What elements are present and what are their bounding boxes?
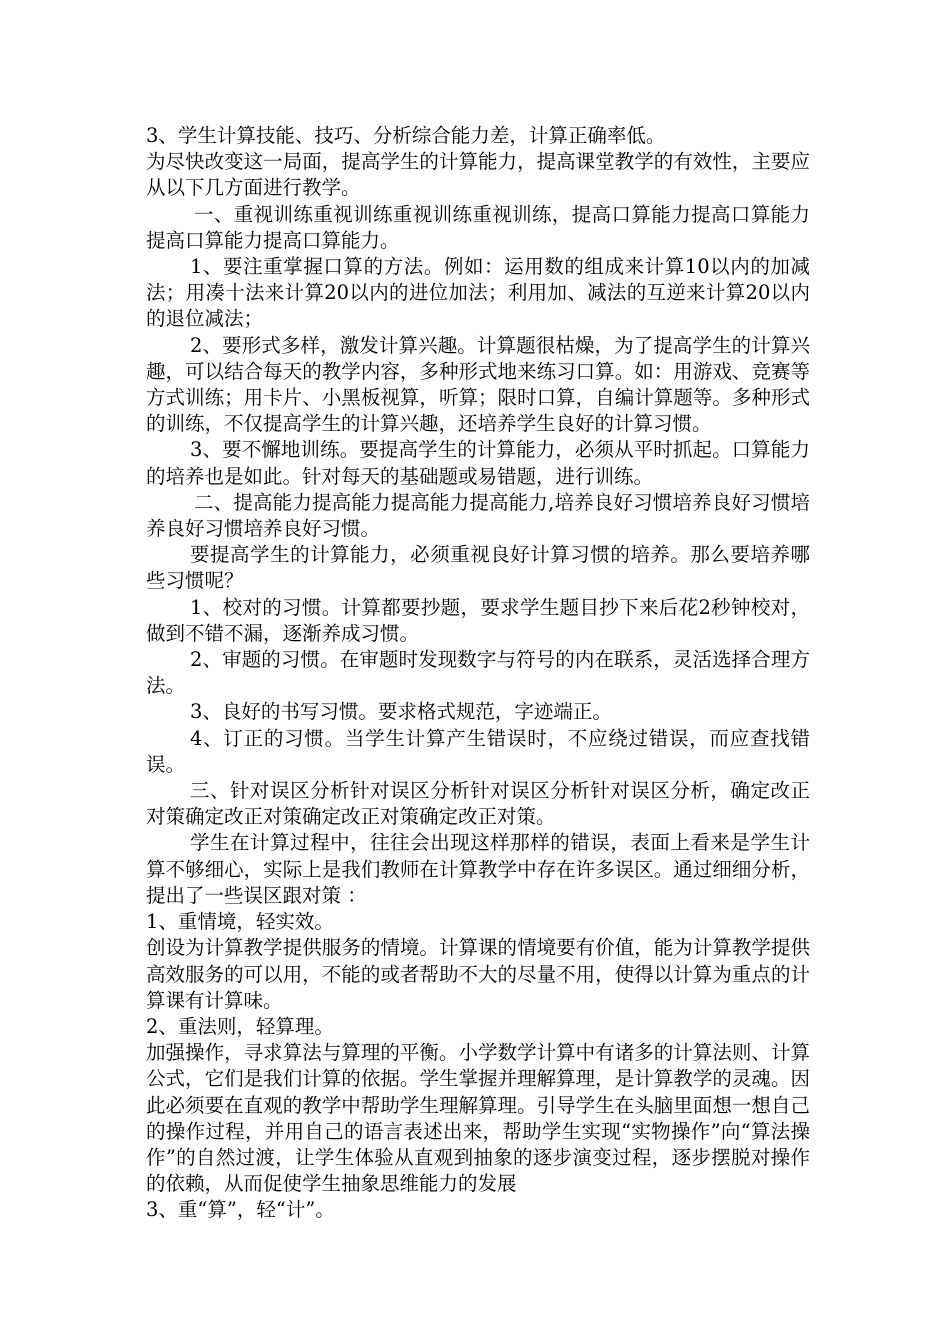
heading-section-2: 二、提高能力提高能力提高能力提高能力,培养良好习惯培养良好习惯培养良好习惯培养良好习惯。 xyxy=(146,490,810,541)
heading-section-3: 三、针对误区分析针对误区分析针对误区分析针对误区分析，确定改正对策确定改正对策确定改正对策确定改正对策。 xyxy=(146,779,810,829)
subheading-3-2: 2、重法则，轻算理。 xyxy=(146,1014,334,1038)
paragraph-2-1: 1、校对的习惯。计算都要抄题，要求学生题目抄下来后花2秒钟校对，做到不错不漏，逐渐养成习惯。 xyxy=(146,595,810,645)
paragraph-2-2: 2、审题的习惯。在审题时发现数字与符号的内在联系，灵活选择合理方法。 xyxy=(146,648,810,698)
paragraph-3-2: 加强操作，寻求算法与算理的平衡。小学数学计算中有诸多的计算法则、计算公式，它们是我们计算的依据。学生掌握并理解算理，是计算教学的灵魂。因此必须要在直观的教学中帮助学生理解算理。引导学生在头脑里面想一想自己的操作过程，并用自己的语言表述出来，帮助学生实现“实物操作”向“算法操作”的自然过渡，让学生体验从直观到抽象的逐步演变过程，逐步摆脱对操作的依赖，从而促使学生抽象思维能力的发展 xyxy=(146,1041,810,1196)
paragraph-2-3: 3、良好的书写习惯。要求格式规范，字迹端正。 xyxy=(190,700,612,724)
subheading-3-1: 1、重情境，轻实效。 xyxy=(146,910,334,934)
paragraph-3-1: 创设为计算教学提供服务的情境。计算课的情境要有价值，能为计算教学提供高效服务的可以用，不能的或者帮助不大的尽量不用，使得以计算为重点的计算课有计算味。 xyxy=(146,936,810,1012)
subheading-3-3: 3、重“算”，轻“计”。 xyxy=(146,1198,335,1222)
paragraph-1-2: 2、要形式多样，激发计算兴趣。计算题很枯燥，为了提高学生的计算兴趣，可以结合每天的教学内容，多种形式地来练习口算。如：用游戏、竞赛等方式训练；用卡片、小黑板视算，听算；限时口算，自编计算题等。多种形式的训练，不仅提高学生的计算兴趣，还培养学生良好的计算习惯。 xyxy=(146,333,810,436)
paragraph-2-intro: 要提高学生的计算能力，必须重视良好计算习惯的培养。那么要培养哪些习惯呢？ xyxy=(146,543,810,593)
paragraph-intro: 为尽快改变这一局面，提高学生的计算能力，提高课堂教学的有效性，主要应从以下几方面进行教学。 xyxy=(146,150,810,200)
paragraph-1-3: 3、要不懈地训练。要提高学生的计算能力，必须从平时抓起。口算能力的培养也是如此。针对每天的基础题或易错题，进行训练。 xyxy=(146,438,810,488)
paragraph-2-4: 4、订正的习惯。当学生计算产生错误时，不应绕过错误，而应查找错误。 xyxy=(146,726,810,776)
heading-section-1: 一、重视训练重视训练重视训练重视训练，提高口算能力提高口算能力提高口算能力提高口算能力。 xyxy=(146,202,810,252)
paragraph-3-intro: 学生在计算过程中，往往会出现这样那样的错误，表面上看来是学生计算不够细心，实际上是我们教师在计算教学中存在许多误区。通过细细分析，提出了一些误区跟对策 ： xyxy=(146,831,810,907)
paragraph-1-1: 1、要注重掌握口算的方法。例如：运用数的组成来计算10以内的加减法；用凑十法来计算20以内的进位加法；利用加、减法的互逆来计算20以内的退位减法； xyxy=(146,255,810,331)
paragraph-point-3: 3、学生计算技能、技巧、分析综合能力差，计算正确率低。 xyxy=(146,124,666,147)
